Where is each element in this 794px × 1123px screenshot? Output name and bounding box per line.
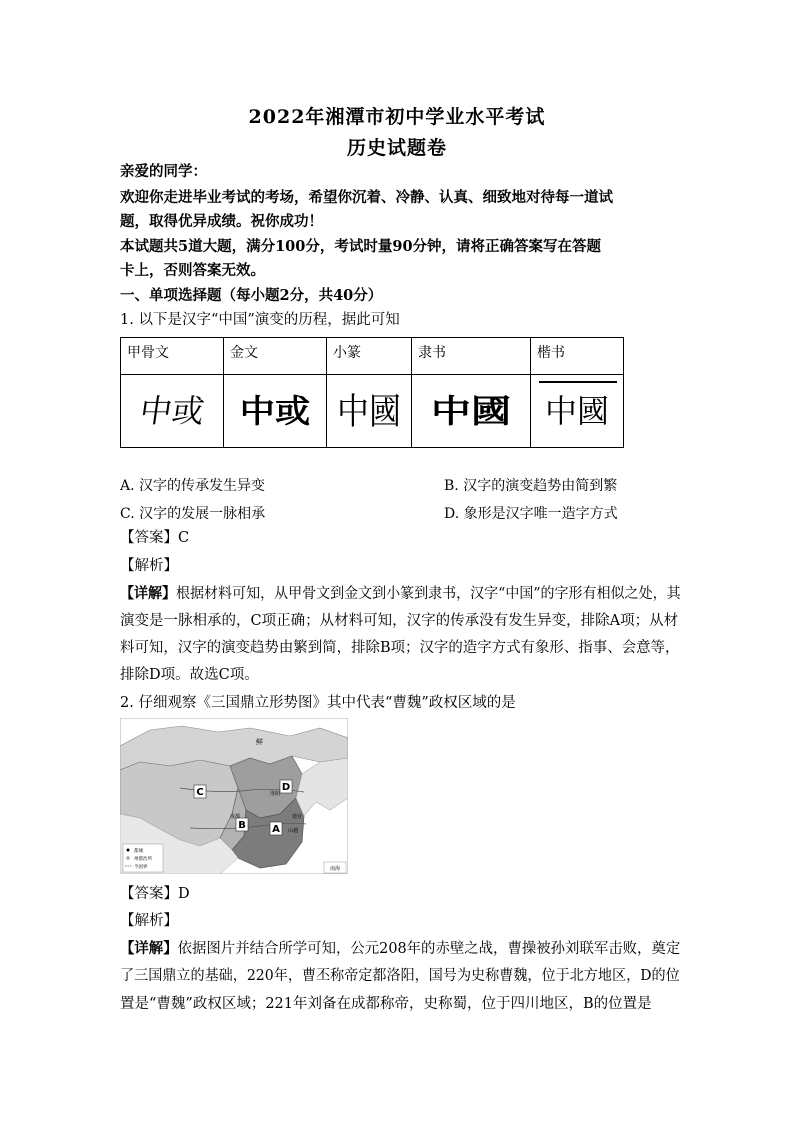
option-c: C. 汉字的发展一脉相承	[120, 506, 266, 522]
map-label-c: C	[196, 787, 204, 798]
detail-1-line-1: 【详解】根据材料可知，从甲骨文到金文到小篆到隶书，汉字“中国”的字形有相似之处，其	[120, 585, 681, 602]
detail-1-line-2: 演变是一脉相承的，C项正确；从材料可知，汉字的传承没有发生异变，排除A项；从材	[120, 613, 679, 629]
map-place-jianye: 建业	[292, 814, 303, 820]
legend-capital: 都城	[134, 849, 143, 854]
three-kingdoms-map	[120, 718, 348, 874]
glyph-cell-bronze	[224, 375, 327, 448]
option-a: A. 汉字的传承发生异变	[120, 478, 266, 494]
intro-line-2: 题，取得优异成绩。祝你成功！	[120, 213, 323, 230]
legend-prefecture: 州郡治所	[134, 857, 152, 862]
glyph-clerical: 中國	[430, 392, 512, 430]
glyph-cell-regular	[531, 375, 624, 448]
option-b: B. 汉字的演变趋势由简到繁	[444, 478, 618, 494]
question-1-stem: 1. 以下是汉字“中国”演变的历程，据此可知	[120, 312, 400, 328]
detail-2-line-3: 置是“曹魏”政权区域；221年刘备在成都称帝，史称蜀，位于四川地区，B的位置是	[120, 996, 652, 1012]
table-header-seal: 小篆	[327, 338, 412, 375]
map-label-a: A	[272, 824, 280, 835]
detail-2-line-2: 了三国鼎立的基础，220年，曹丕称帝定都洛阳，国号为史称曹魏，位于北方地区，D的位	[120, 968, 680, 984]
character-evolution-table	[120, 337, 624, 448]
intro-line-1: 欢迎你走进毕业考试的考场，希望你沉着、冷静、认真、细致地对待每一道试	[120, 189, 613, 206]
answer-2: 【答案】D	[120, 886, 190, 902]
analysis-label-2: 【解析】	[120, 913, 178, 929]
glyph-oracle: 中或	[137, 392, 207, 430]
table-header-oracle: 甲骨文	[121, 338, 224, 375]
glyph-cell-oracle	[121, 375, 224, 448]
glyph-seal: 中國	[336, 389, 401, 433]
glyph-cell-clerical	[412, 375, 531, 448]
greeting: 亲爱的同学：	[120, 163, 207, 180]
glyph-regular: 中國	[544, 393, 609, 429]
detail-label: 【详解】	[120, 940, 178, 957]
answer-1: 【答案】C	[120, 530, 190, 546]
glyph-bronze: 中或	[239, 392, 311, 430]
table-header-regular: 楷书	[531, 338, 624, 375]
map-inset-label: 南海	[329, 866, 341, 872]
map-place-xianbei: 鲜	[256, 738, 263, 746]
legend-border: 今国界	[134, 865, 148, 870]
map-label-d: D	[281, 782, 291, 793]
map-place-shanyue: 山越	[288, 828, 299, 834]
legend-dot-1	[127, 849, 130, 852]
map-place-chengdu: 成都	[230, 814, 241, 820]
intro-line-3: 本试题共5道大题，满分100分，考试时量90分钟，请将正确答案写在答题	[120, 238, 602, 255]
exam-subtitle: 历史试题卷	[346, 137, 447, 159]
option-d: D. 象形是汉字唯一造字方式	[444, 506, 618, 522]
decorative-stroke	[539, 381, 617, 383]
analysis-label-1: 【解析】	[120, 558, 178, 574]
glyph-cell-seal	[327, 375, 412, 448]
intro-line-4: 卡上，否则答案无效。	[120, 262, 265, 279]
section-heading: 一、单项选择题（每小题2分，共40分）	[120, 287, 383, 304]
detail-1-line-3: 料可知，汉字的演变趋势由繁到简，排除B项；汉字的造字方式有象形、指事、会意等，	[120, 640, 680, 656]
map-label-b: B	[238, 820, 246, 831]
exam-title: 2022年湘潭市初中学业水平考试	[248, 106, 546, 128]
question-2-stem: 2. 仔细观察《三国鼎立形势图》其中代表“曹魏”政权区域的是	[120, 695, 516, 711]
detail-1-line-4: 排除D项。故选C项。	[120, 667, 259, 683]
table-header-clerical: 隶书	[412, 338, 531, 375]
map-place-luoyang: 洛阳	[270, 791, 281, 797]
detail-label: 【详解】	[120, 585, 177, 602]
table-header-bronze: 金文	[224, 338, 327, 375]
detail-2-line-1: 【详解】依据图片并结合所学可知，公元208年的赤壁之战，曹操被孙刘联军击败，奠定	[120, 940, 681, 957]
